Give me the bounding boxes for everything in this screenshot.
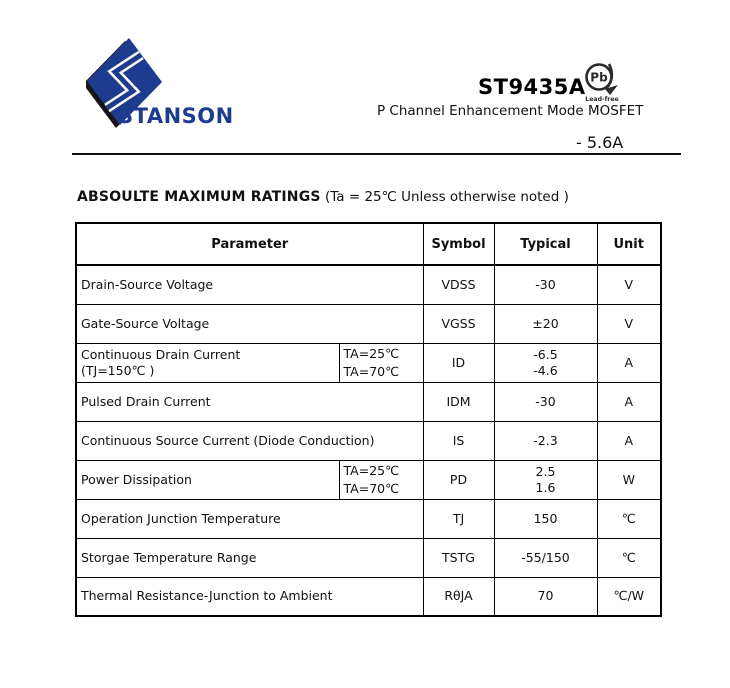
- table-header-row: [76, 223, 661, 265]
- col-header-unit: Unit: [597, 223, 661, 265]
- typical-cell: -2.3: [494, 421, 597, 460]
- col-header-parameter: Parameter: [76, 223, 423, 265]
- unit-cell: ℃: [597, 538, 661, 577]
- symbol-cell: TSTG: [423, 538, 494, 577]
- symbol-cell: TJ: [423, 499, 494, 538]
- symbol-cell: VDSS: [423, 265, 494, 304]
- typical-cell: 2.5 1.6: [494, 460, 597, 499]
- typical-cell: ±20: [494, 304, 597, 343]
- condition-cell: TA=25℃ TA=70℃: [339, 344, 423, 382]
- typical-cell: -30: [494, 382, 597, 421]
- unit-cell: V: [597, 265, 661, 304]
- maximum-ratings-table: [75, 222, 662, 617]
- unit-cell: A: [597, 421, 661, 460]
- parameter-label: Continuous Source Current (Diode Conduction): [81, 432, 375, 448]
- symbol-cell: IS: [423, 421, 494, 460]
- table-row: [76, 382, 661, 421]
- parameter-label: Drain-Source Voltage: [81, 276, 214, 292]
- section-title-note: (Ta = 25℃ Unless otherwise noted ): [325, 189, 569, 205]
- current-rating: - 5.6A: [576, 133, 624, 152]
- parameter-cell: [76, 499, 423, 538]
- parameter-cell: [76, 382, 423, 421]
- brand-name: STANSON: [118, 104, 234, 128]
- parameter-cell: [76, 577, 423, 616]
- parameter-cell: [76, 304, 423, 343]
- col-header-symbol: Symbol: [423, 223, 494, 265]
- section-title-bold: ABSOULTE MAXIMUM RATINGS: [77, 189, 321, 205]
- symbol-cell: PD: [423, 460, 494, 499]
- lead-free-caption: Lead-free: [585, 96, 619, 103]
- parameter-cell: [76, 265, 423, 304]
- pb-symbol: Pb: [590, 70, 608, 85]
- unit-cell: V: [597, 304, 661, 343]
- unit-cell: A: [597, 382, 661, 421]
- table-row: [76, 265, 661, 304]
- parameter-cell: [76, 460, 423, 499]
- table-row: [76, 343, 661, 382]
- typical-cell: -55/150: [494, 538, 597, 577]
- unit-cell: A: [597, 343, 661, 382]
- parameter-label: Continuous Drain Current (TJ=150℃ ): [81, 346, 241, 378]
- parameter-label: Operation Junction Temperature: [81, 510, 281, 526]
- part-subtitle: P Channel Enhancement Mode MOSFET: [377, 103, 644, 119]
- symbol-cell: ID: [423, 343, 494, 382]
- table-row: [76, 460, 661, 499]
- parameter-label: Storgae Temperature Range: [81, 549, 257, 565]
- unit-cell: W: [597, 460, 661, 499]
- section-title: [77, 189, 569, 205]
- parameter-label: Pulsed Drain Current: [81, 393, 211, 409]
- parameter-cell: [76, 538, 423, 577]
- col-header-typical: Typical: [494, 223, 597, 265]
- parameter-label: Power Dissipation: [81, 471, 192, 487]
- table-row: [76, 304, 661, 343]
- unit-cell: ℃: [597, 499, 661, 538]
- lead-free-icon: [582, 60, 624, 104]
- parameter-cell: [76, 343, 423, 382]
- table-row: [76, 538, 661, 577]
- typical-cell: -6.5 -4.6: [494, 343, 597, 382]
- ratings-table-body: [76, 265, 661, 616]
- table-row: [76, 421, 661, 460]
- typical-cell: 150: [494, 499, 597, 538]
- parameter-label: Gate-Source Voltage: [81, 315, 210, 331]
- condition-cell: TA=25℃ TA=70℃: [339, 461, 423, 499]
- table-row: [76, 499, 661, 538]
- typical-cell: -30: [494, 265, 597, 304]
- symbol-cell: IDM: [423, 382, 494, 421]
- part-number: ST9435A: [478, 75, 586, 99]
- symbol-cell: VGSS: [423, 304, 494, 343]
- header-divider: [72, 153, 681, 155]
- parameter-label: Thermal Resistance-Junction to Ambient: [81, 588, 333, 604]
- parameter-cell: [76, 421, 423, 460]
- typical-cell: 70: [494, 577, 597, 616]
- unit-cell: ℃/W: [597, 577, 661, 616]
- table-row: [76, 577, 661, 616]
- symbol-cell: RθJA: [423, 577, 494, 616]
